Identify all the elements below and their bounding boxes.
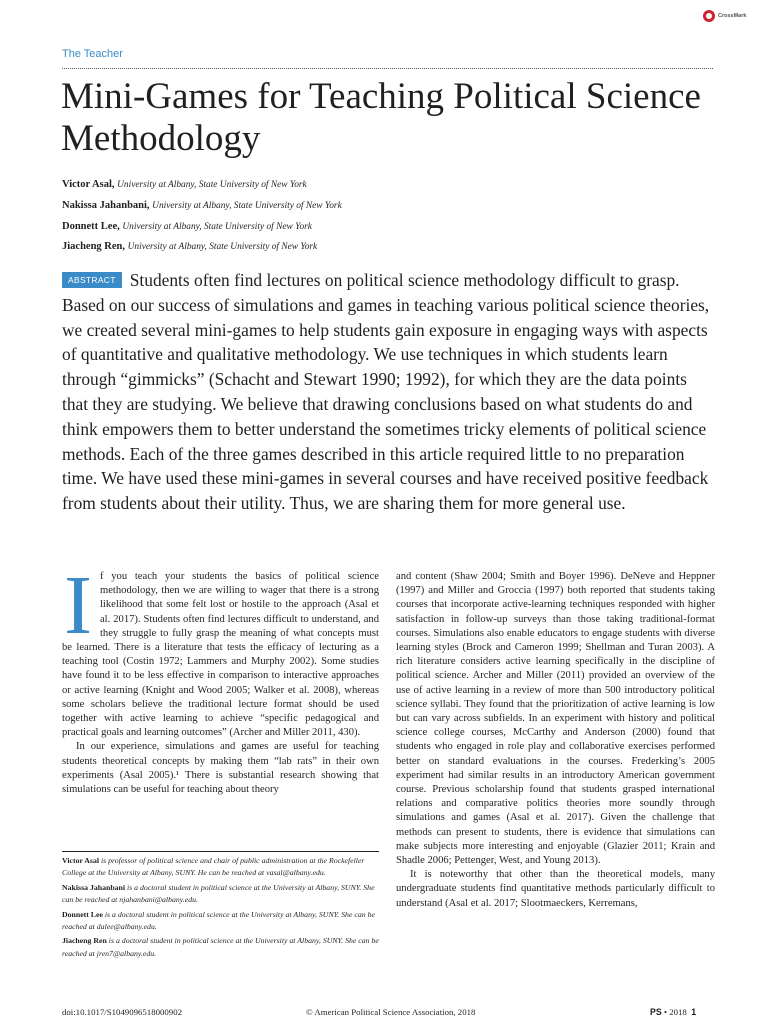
author-entry: [62, 196, 712, 217]
crossmark-label: CrossMark: [718, 13, 747, 19]
author-name: Victor Asal,: [62, 179, 115, 190]
copyright-notice: © American Political Science Association, 2018: [306, 1007, 476, 1017]
author-name: Jiacheng Ren,: [62, 241, 125, 253]
section-label: The Teacher: [62, 48, 123, 60]
body-paragraph: and content (Shaw 2004; Smith and Boyer 1996). DeNeve and Heppner (1997) and Miller and Groccia (1997) both reported that students taking courses that incorporate active-learning techniques responded with higher satisfaction in follow-up surveys than those taking traditional-format courses. Simulations also enable educators to engage students with diverse learning styles (Brock and Cameron 1999; Shellman and Turan 2003). A rich literature considers active learning specifically in the discipline of political science. Archer and Miller (2011) provided an overview of the use of active learning in a review of more than 500 introductory political science syllabi. They found that the prioritization of active learning is low but can vary across subfields. In an experiment with history and political science college courses, McCarthy and Anderson (2000) found that students who engaged in role play and collaborative exercises performed better on standard evaluations in the courses. Frederking’s 2005 experiment had similar results in an introductory American government course. Previous scholarship found that students grasped international relations and comparative politics theories more soundly through simulations and games (Asal et al. 2017). Given the challenge that methods can present to students, there is evidence that simulations can make subjects more interesting and enjoyable (Glazier 2011; Krain and Shadle 2006; Pettenger, West, and Young 2013).: [396, 571, 715, 867]
body-column-left: [62, 570, 379, 848]
author-entry: [62, 175, 712, 196]
footnote-text: is a doctoral student in political science at the University at Albany, SUNY. She can be reached at jren7@albany.edu.: [62, 936, 379, 958]
abstract-badge: ABSTRACT: [62, 272, 122, 288]
author-entry: [62, 217, 712, 238]
author-footnotes: [62, 855, 379, 962]
footnote: [62, 882, 379, 907]
doi-link[interactable]: doi:10.1017/S1049096518000902: [62, 1007, 182, 1017]
journal-name: PS: [650, 1007, 662, 1017]
body-paragraph: [62, 570, 379, 740]
footnote: [62, 909, 379, 934]
drop-cap: I: [64, 570, 92, 652]
footnote-text: is a doctoral student in political science at the University at Albany, SUNY. She can be reached at njahanbani@albany.edu.: [62, 882, 375, 905]
body-paragraph: In our experience, simulations and games are useful for teaching students theoretical concepts by making them “lab rats” in their own experiments (Asal 2005).¹ There is substantial research showing that simulations can be useful for teaching about theory: [62, 741, 379, 796]
footnote-text: is a doctoral student in political science at the University at Albany, SUNY. She can be reached at dalee@albany.edu.: [62, 909, 375, 932]
page-number: 1: [691, 1007, 697, 1017]
footnote-author: Victor Asal: [62, 856, 100, 865]
footnote-author: Nakissa Jahanbani: [62, 882, 126, 892]
body-column-right: [396, 570, 715, 1002]
footnote-author: Jiacheng Ren: [62, 936, 107, 946]
top-divider: [62, 68, 713, 69]
abstract-text: Students often find lectures on political science methodology difficult to grasp. Based on our success of simulations and games in teaching various political science theories, we created several mini-games to help students gain exposure in engaging ways with aspects of quantitative and qualitative methodology. We use techniques in which students learn through “gimmicks” (Schacht and Stewart 1990; 1992), for which they are the data points that they are studying. We believe that drawing conclusions based on what students do and think empowers them to better understand the sometimes tricky elements of political science methods. Each of the three games described in this article required little to no preparation time. We have used these mini-games in several courses and have received positive feedback from students about their utility. Thus, we are sharing them for more general use.: [62, 270, 710, 514]
crossmark-badge[interactable]: [703, 10, 746, 22]
abstract: [62, 268, 717, 516]
crossmark-icon: [703, 10, 715, 22]
body-paragraph-text: f you teach your students the basics of political science methodology, then we are willing to wager that there is a strong likelihood that some felt lost or hostile to the approach (Asal et al. 2017). Students often find lectures difficult to understand, and they struggle to fully grasp the meaning of what concepts must be learned. There is a literature that tests the efficacy of lecturing as a teaching tool (Costin 1972; Lammers and Murphy 2002). Some studies have found it to be less effective in comparison to interactive approaches or active learning (Knight and Wood 2005; Walker et al. 2008), whereas some scholars believe the traditional lecture format should be used together with active learning to achieve “specific pedagogical and practical goals and learning outcomes” (Archer and Miller 2011, 430).: [62, 571, 379, 739]
footnote-author: Donnett Lee: [62, 909, 103, 919]
footnote-text: is professor of political science and chair of public administration at the Rockefeller College at the University at Albany, SUNY. He can be reached at vasal@albany.edu.: [62, 856, 365, 878]
author-affiliation: University at Albany, State University of New York: [117, 180, 307, 190]
author-affiliation: University at Albany, State University of New York: [127, 242, 318, 253]
journal-year: • 2018: [663, 1007, 687, 1017]
author-name: Nakissa Jahanbani,: [62, 199, 150, 211]
body-paragraph: It is noteworthy that other than the theoretical models, many undergraduate students find quantitative methods particularly difficult to understand (Asal et al. 2017; Slootmaeckers, Kerremans,: [396, 869, 715, 909]
footnote-divider: [62, 851, 379, 852]
author-list: [62, 175, 712, 258]
article-title: Mini-Games for Teaching Political Science Methodology: [61, 76, 701, 159]
footnote: [62, 935, 379, 960]
author-affiliation: University at Albany, State University of New York: [152, 200, 342, 211]
footnote: [62, 855, 379, 880]
author-affiliation: University at Albany, State University of New York: [122, 221, 312, 232]
author-entry: [62, 237, 712, 258]
journal-page-info: [650, 1007, 696, 1017]
author-name: Donnett Lee,: [62, 220, 120, 232]
